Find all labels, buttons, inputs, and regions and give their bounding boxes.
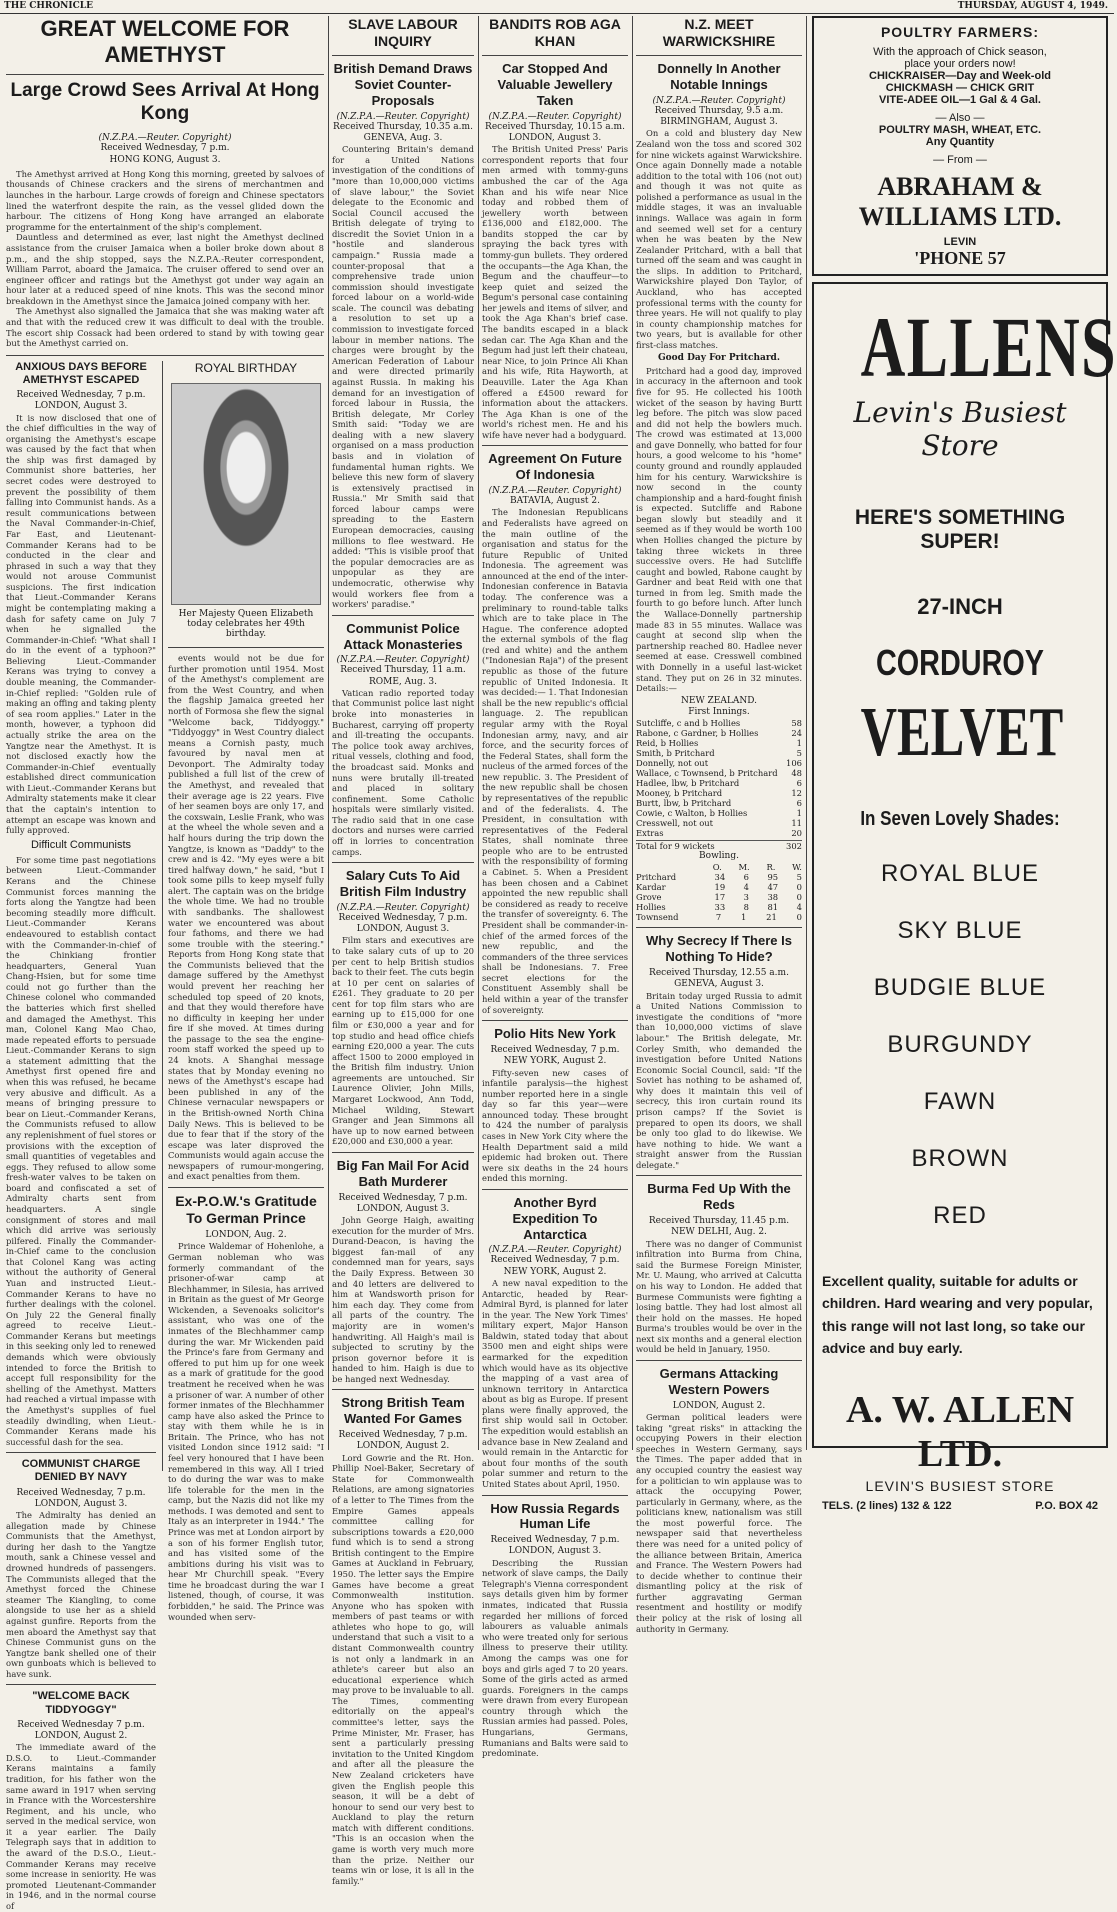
russia-body	[482, 1558, 628, 1759]
bowling-row	[636, 872, 802, 882]
anxious-subhead: Difficult Communists	[30, 838, 132, 851]
bowling-cell-r: 95	[767, 872, 779, 883]
birthday-headline: ROYAL BIRTHDAY	[194, 360, 298, 375]
batsman-runs: 20	[791, 828, 802, 839]
slave-subhead: British Demand Draws Soviet Counter-Proposals	[333, 61, 473, 108]
games-p1: Lord Gowrie and the Rt. Hon. Phillip Noel-Baker, Secretary of State for Commonwealth Relations, are among signatories of a letter to The Times from the Empire Games appeals committee calling for subscriptions towards a £20,000 fund which is to send a strong British contingent to the Empire Games at Auckland in February, 1950. The letter says the Empire Games have become a great Commonwealth institution. Anyone who has spoken with members of past teams or with athletes who hope to go, will understand that such a visit to a distant Commonwealth country is not only a landmark in an athlete's career but also an educational experience which may prove to be invaluable to all. The Times, commenting editorially on the appeal's committee's letter, says the Prime Minister, Mr. Fraser, has sent a particularly pressing invitation to the United Kingdom and after all the pleasure the New Zealand cricketers have given the English people this season, it will be a debt of honour to send our very best to Auckland to play the return match with different conditions. "This is an occasion when the game is worth very much more than the prize. Neither our teams win or lose, it is all in the family."	[332, 1452, 474, 1886]
allens-firm: A. W. ALLEN LTD.	[845, 1388, 1075, 1475]
bowling-cell-o: 17	[714, 892, 726, 903]
shade-item: SKY BLUE	[897, 917, 1023, 944]
queen-portrait	[171, 383, 321, 605]
bowling-head-cell: O.	[712, 862, 722, 873]
bowling-cell-name: Townsend	[636, 912, 679, 923]
batting-row	[636, 778, 802, 788]
burma-p1: There was no danger of Communist infiltration into Burma from China, said the Burmese Foreign Minister, Mr. U. Maung, who arrived at Calcutta on his way to London. He added that Burmese Communists were fighting a losing battle. They had lost almost all their hold on the masses. He hoped Burma's troubles would be over in the next six months and a general election would be held in January, 1950.	[636, 1238, 802, 1355]
shade-item: BURGUNDY	[887, 1031, 1033, 1058]
batting-row	[636, 738, 802, 748]
bowling-cell-m: 8	[743, 902, 749, 913]
bowling-row	[636, 912, 802, 922]
fanmail-body	[332, 1215, 474, 1384]
poultry-line2: place your orders now!	[904, 58, 1016, 70]
polio-headline: Polio Hits New York	[494, 1026, 616, 1042]
slave-received: Received Thursday, 10.35 a.m.	[333, 121, 473, 132]
agakhan-body	[482, 144, 628, 440]
cricket-subhead: Donnelly In Another Notable Innings	[657, 61, 781, 93]
indonesia-p1: The Indonesian Republicans and Federalists have agreed on the main outline of the organisation and status for the future Republic of United Indonesia. The agreement was announced at the end of the inter-Indonesian conference in Batavia today. The conference was a preliminary to round-table talks which are to take place in The Hague. The conference adopted the external symbols of the flag (red and white) and the anthem ("Indonesian Raja") of the present republic as those of the future republic of United Indonesia. It was decided:— 1. That Indonesian shall be the new republic's official language. 2. The republican regular army with the Royal Indonesian army, navy, and air force, and the security forces of the Federal States, shall form the nucleus of the armed forces of the new republic. 3. The President of the new republic shall be chosen by representatives of the republic and of the federalists. 4. The President, in consultation with representatives of the Federal States, shall nominate three people who are to be entrusted with the responsibility of forming a Cabinet. 5. When a President has been chosen and a Cabinet appointed the new republic shall be considered as ready to receive the transfer of sovereignty. 6. The President shall be commander-in-chief of the armed forces of the new republic, and the commanders of the three services shall be Indonesians. 7. Free secret elections for the Constituent Assembly shall be held within a year of the transfer of sovereignty.	[482, 507, 628, 1015]
batsman-runs: 106	[786, 758, 802, 769]
column-amethyst	[6, 16, 324, 1911]
russia-p1: Describing the Russian network of slave camps, the Daily Telegraph's Vienna correspondent says details given him by former inmates, indicated that Russia regarded her millions of forced labourers as valuable animals who were treated only for serious illness to preserve their utility. Among the camps was one for boys and girls aged 7 to 20 years. Some of the girls acted as armed guards. Foreigners in the camps were drawn from every European country through which the Russian armies had passed. Poles, Hungarians, Germans, Rumanians and Balts were said to predominate.	[482, 1557, 628, 1759]
batsman-runs: 5	[796, 748, 802, 759]
games-body	[332, 1453, 474, 1887]
column-aga-khan	[482, 16, 628, 1759]
anxious-dateline: LONDON, August 3.	[34, 401, 128, 412]
charge-received: Received Wednesday, 7 p.m.	[16, 1487, 146, 1498]
masthead	[0, 0, 1114, 14]
bowling-scorecard	[636, 862, 802, 922]
indonesia-credit: (N.Z.P.A.—Reuter. Copyright)	[488, 486, 622, 497]
charge-body	[6, 1510, 156, 1679]
agakhan-credit: (N.Z.P.A.—Reuter. Copyright)	[488, 111, 622, 122]
poultry-line6: POULTRY MASH, WHEAT, ETC.	[878, 124, 1042, 136]
indonesia-dateline: BATAVIA, August 2.	[510, 496, 600, 507]
allens-size: 27-INCH	[917, 594, 1003, 619]
film-p1: Film stars and executives are to take salary cuts of up to 20 per cent to help British studios back to their feet. The cuts begin at 10 per cent on salaries of £261. They graduate to 20 per cent for top film stars who are earning up to £15,000 for one film or £30,000 a year and for top studio and head office chiefs earning £20,000 a year. The cuts affect 1500 to 2000 employed in the British film industry. Union agreements are untouched. Sir Laurence Olivier, John Mills, Margaret Lockwood, Ann Todd, Michael Wilding, Stewart Granger and Jean Simmons all have up to now earned between £20,000 and £30,000 a year.	[332, 935, 474, 1147]
anxious-received: Received Wednesday, 7 p.m.	[16, 390, 146, 401]
batsman-name: Mooney, b Pritchard	[636, 788, 723, 799]
poultry-line7: Any Quantity	[925, 136, 995, 148]
slave-p1: Countering Britain's demand for a United Nations investigation of the conditions of "more than 10,000,000 victims of slave labour," the Soviet delegate to the Economic and Social Council accused the British delegate of trying to discredit the Soviet Union in a "hostile and slanderous campaign." Russia made a counter-proposal that a comprehensive trade union commission should investigate forced labour on a world-wide scale. The council was debating a resolution to set up a commission to investigate forced labour in member nations. The charges were brought by the American Federation of Labour and were directed primarily against Russia. In making his demand for an investigation of forced labour in Russia, the British delegate, Mr Corley Smith said: "Today we are dealing with a new slavery organised on a mass production basis and in violation of fundamental human rights. We believe this new form of slavery is extensively practised in Russia." Mr Smith said that forced labour camps were spreading to the Eastern European democracies, causing millions to flee westward. He added: "This is visible proof that the popular democracies are as unpopular as they are undemocratic, otherwise why would workers flee from a workers' paradise."	[332, 144, 474, 610]
bowling-cell-m: 6	[743, 872, 749, 883]
batsman-name: Burtt, lbw, b Pritchard	[636, 798, 732, 809]
police-dateline: ROME, Aug. 3.	[368, 676, 438, 687]
poultry-line5: VITE-ADEE OIL—1 Gal & 4 Gal.	[879, 94, 1041, 106]
column-slave-labour	[332, 16, 474, 1886]
bowling-row	[636, 882, 802, 892]
byrd-dateline: NEW YORK, August 2.	[503, 1266, 607, 1277]
poultry-line1: With the approach of Chick season,	[873, 46, 1047, 58]
bowling-cell-o: 34	[714, 872, 726, 883]
agakhan-received: Received Thursday, 10.15 a.m.	[485, 121, 625, 132]
tiddyoggy-p1: events would not be due for further promotion until 1954. Most of the Amethyst's complement are from the West Country, and when the flagship Jamaica greeted her north of Formosa she flew the signal "Welcome back, Tiddyoggy." "Tiddyoggy" in West Country dialect means a Cornish pasty, much favoured by naval men at Devonport. The Admiralty today published a full list of the crew of the Amethyst, and revealed that their average age is 22 years. Five of her seamen boys are only 17, and the coxswain, Leslie Frank, who was at the wheel the whole seven and a half hours during the trip down the Yangtze, is known as "Daddy" to the crew and is 42. "My eyes were a bit tired halfway down," he said, "but I took some pills to keep myself fully alert. The captain was on the bridge the whole time. We had no trouble with sandbanks. The shallowest water we encountered was about four fathoms, and there we had some trouble with the steering." Reports from Hong Kong state that the Communists believed that the damage suffered by the Amethyst would prevent her reaching her scheduled top speed of 20 knots, and that they would therefore have no difficulty in keeping her under fire if she moved. At times during the passage to the sea the engine-room staff worked the speed up to 24 knots. A Shanghai message states that by Monday evening no news of the Amethyst's escape had been published in any of the Chinese vernacular newspapers or in the British-owned North China Daily News. This is believed to be due to fear that if the story of the escape was later disproved the Communists would again accuse the newspapers of rumour-mongering, and exact penalties from them.	[168, 653, 324, 1182]
amethyst-p3: The Amethyst also signalled the Jamaica that she was making water aft and that with the reduced crew it was difficult to deal with the trouble. The escort ship Cossack had been ordered to stand by with towing gear but the Amethyst carried on.	[6, 306, 324, 349]
bowling-cell-name: Grove	[636, 892, 662, 903]
cricket-credit: (N.Z.P.A.—Reuter. Copyright)	[652, 95, 786, 106]
bowling-cell-name: Pritchard	[636, 872, 677, 883]
batting-row	[636, 808, 802, 818]
batsman-name: Reid, b Hollies	[636, 738, 699, 749]
welcome-headline: "WELCOME BACK TIDDYOGGY"	[32, 1690, 130, 1716]
polio-received: Received Wednesday, 7 p.m.	[490, 1045, 620, 1055]
slave-body	[332, 144, 474, 609]
amethyst-body	[6, 169, 324, 349]
cricket-p2: Pritchard had a good day, improved in accuracy in the afternoon and took five for 95. He collected his 100th wicket of the season by having Burtt leg before. The pitch was slow paced and did not help the bowlers much. The crowd was estimated at 13,000 and gave Donnelly, who batted for four hours, a good welcome to his "home" county ground and roundly applauded him for his century. Warwickshire is now second in the county championship and a hard-fought finish is expected. Sutcliffe and Rabone began slowly but steadily and it seemed as if they would be worth 100 when Hollies changed the picture by taking three wickets in three successive overs. He had Sutcliffe caught and bowled, Rabone caught by Gardner and beat Reid with one that turned in from leg. Smith made the fourth to go before lunch. After lunch the Wallace-Donnelly partnership made 83 in 55 minutes. Wallace was caught at second slip when the partnership reached 80. Hadlee never seemed at ease. Cresswell combined with Donnelly in a useful last-wicket stand. They put on 26 in 32 minutes. Details:—	[636, 365, 802, 694]
bowling-cell-r: 47	[767, 882, 779, 893]
anxious-headline: ANXIOUS DAYS BEFORE AMETHYST ESCAPED	[15, 360, 147, 386]
burma-body	[636, 1239, 802, 1355]
agakhan-subhead: Car Stopped And Valuable Jewellery Taken	[497, 61, 613, 108]
bowling-row	[636, 892, 802, 902]
allens-slogan: Levin's Busiest Store	[853, 396, 1067, 462]
germans-p1: German political leaders were taking "great risks" in attacking the occupying Powers in their election speeches in Western Germany, says the Times. The paper added that in any occupied country the easiest way for a politician to win applause was to attack the occupying Power, particularly in Germany, where, as the politicians knew, nationalism was still the most powerful force. The newspaper said that nevertheless there was need for a united policy of the alliance between Britain, America and France. The Western Powers had to decide whether to continue their dismantling policy at the risk of further aggravating German resentment and hostility or modify their policy at the risk of losing all authority in Germany.	[636, 1412, 802, 1634]
allens-super: HERE'S SOMETHING SUPER!	[854, 506, 1066, 553]
poultry-phone: 'PHONE 57	[914, 248, 1006, 268]
subcolumn-left	[6, 360, 156, 1911]
police-received: Received Thursday, 11 a.m.	[340, 665, 466, 676]
batsman-name: Smith, b Pritchard	[636, 748, 715, 759]
germans-dateline: LONDON, August 2.	[672, 1400, 766, 1411]
bowling-cell-r: 38	[767, 892, 779, 903]
indonesia-body	[482, 507, 628, 1015]
police-p1: Vatican radio reported today that Communist police last night broke into monasteries in Bucharest, carrying off property and ill-treating the occupants. The police took away archives, ritual vessels, clothing and food, the broadcast said. Monks and nuns were brutally ill-treated and placed in solitary confinement. Some Catholic hospitals were similarly visited. The radio said that in one case doctors and nurses were carried off in lorries to concentration camps.	[332, 687, 474, 857]
poultry-from: — From —	[933, 154, 987, 166]
film-received: Received Wednesday, 7 p.m.	[338, 912, 468, 923]
amethyst-p1: The Amethyst arrived at Hong Kong this morning, greeted by salvoes of thousands of Chinese crackers and the sirens of merchantmen and launches in the harbour. Large crowds of foreign and Chinese spectators lined the waterfront despite the rain, as the vessel glided down the harbour. The citizens of Hong Kong have arranged an elaborate programme for the entertainment of the ship's complement.	[6, 168, 324, 232]
cricket-team: NEW ZEALAND.	[681, 695, 757, 706]
bowling-title: Bowling.	[699, 851, 739, 862]
total-label: Total for 9 wickets	[636, 841, 715, 852]
poultry-advert	[812, 16, 1108, 276]
agakhan-p1: The British United Press' Paris correspondent reports that four men armed with tommy-guns ambushed the car of the Aga Khan and his wife near Nice today and robbed them of jewellery worth between £136,000 and £182,000. The bandits stopped the car by spraying the back tyres with tommy-gun bullets. They ordered the occupants—the Aga Khan, the Begum and the chauffeur—to keep quiet and seized the Begum's personal case containing her jewels and items of silver, and took the Aga Khan's brief case. The bandits escaped in a black sedan car. The Aga Khan and the Begum had just left their chateau, near Nice, to join Prince Ali Khan and his wife, Rita Hayworth, at Deauville. Later the Aga Khan offered a £4500 reward for information about the attackers. The Aga Khan is one of the world's richest men. He and his wife have never had a bodyguard.	[482, 144, 628, 440]
pow-p1: Prince Waldemar of Hohenlohe, a German nobleman who was formerly commandant of the prisoner-of-war camp at Blechhammer, in Silesia, has arrived in Britain as the guest of Mr George Wickenden, a Sevenoaks solicitor's assistant, who was one of the inmates of the Blechhammer camp during the war. Mr Wickenden paid the Prince's fare from Germany and offered to put him up for one week as a mark of gratitude for the good treatment he received when he was a prisoner of war. A number of other former inmates of the Blechhammer camp have also asked the Prince to stay with them while he is in Britain. The Prince, who has not visited London since 1912 said: "I feel very honoured that I have been remembered in this way. All I tried to do during the war was to make life tolerable for the men in the camp, but the Nazis did not like my methods. I was demoted and sent to Italy as an interpreter in 1944." The Prince was met at London airport by a son of his former English tutor, and has visited some of the ambitions during his visit was to hear Mr Churchill speak. "Every time he broadcast during the war I listened, though, of course, it was forbidden," he said. The Prince was wounded when serv-	[168, 1241, 324, 1622]
poultry-town: LEVIN	[943, 236, 977, 248]
subcolumn-right	[162, 360, 324, 1622]
secrecy-p1: Britain today urged Russia to admit a United Nations Commission to investigate the conditions of "more than 10,000,000 victims of slave labour." The British delegate, Mr. Corley Smith, who demanded the investigation before United Nations Economic Social Council, said: "If the Soviet has nothing to be ashamed of, why does it maintain this veil of secrecy, this iron curtain round its prison camps? If the Soviet is prepared to open its doors, we shall be only too glad to do likewise. We have nothing to hide. We want a straight answer from the Russian delegate."	[636, 990, 802, 1170]
film-body	[332, 935, 474, 1147]
paper-name: THE CHRONICLE	[4, 1, 93, 11]
shade-item: RED	[933, 1202, 987, 1229]
charge-headline: COMMUNIST CHARGE DENIED BY NAVY	[21, 1458, 141, 1484]
amethyst-credit: (N.Z.P.A.—Reuter. Copyright)	[98, 133, 232, 144]
birthday-caption: Her Majesty Queen Elizabeth today celebrates her 49th birthday.	[178, 609, 314, 640]
polio-dateline: NEW YORK, August 2.	[503, 1056, 607, 1067]
poultry-line3: CHICKRAISER—Day and Week-old	[869, 70, 1051, 82]
batting-scorecard	[636, 718, 802, 838]
total-runs: 302	[786, 841, 802, 852]
anxious-p2: For some time past negotiations between Lieut.-Commander Kerans and the Chinese Communist forces manning the forts along the Yangtze had been becoming steadily more difficult. Lieut.-Commander Kerans endeavoured to establish contact with the Commander-in-chief of the Chinkiang frontier headquarters, General Yuan Chang-Hsien, but for some time could not go further than the Chinese colonel who commanded the batteries which first shelled and damaged the Amethyst. This man, Colonel Kang Mao Chao, made repeated efforts to persuade Lieut.-Commander Kerans to sign a statement admitting that the Amethyst first opened fire and when this was refused, he became very abusive and difficult. As a means of bringing pressure to bear on Lieut.-Commander Kerans, the Communists refused to allow any replenishment of fuel stores or provisions with the exception of small quantities of vegetables and eggs. They refused to allow some fresh-water valves to be taken on board and confiscated a set of Admiralty charts sent from headquarters. A single consignment of stores and mail which did arrive was seriously pilfered. Finally the Commander-in-Chief came to the conclusion that Colonel Kang was acting without the authority of General Yuan and instructed Lieut.-Commander Kerans to have no further dealings with the colonel. On July 22 the General finally agreed to receive Lieut.-Commander Kerans but meetings in this seeking only led to renewed demands which were obviously intended to force the British to accept full responsibility for the shelling of the Amethyst. Matters had reached a virtual impasse with the Amethyst's supplies of fuel steadily dwindling, when Lieut.-Commander Kerans made his successful dash for the sea.	[6, 854, 156, 1447]
games-dateline: LONDON, August 2.	[356, 1441, 450, 1452]
bowling-cell-o: 19	[714, 882, 726, 893]
police-credit: (N.Z.P.A.—Reuter. Copyright)	[336, 655, 470, 666]
cricket-subhead2: Good Day For Pritchard.	[657, 352, 780, 363]
agakhan-headline: BANDITS ROB AGA KHAN	[489, 16, 621, 50]
allens-shades-title: In Seven Lovely Shades:	[860, 808, 1060, 830]
secrecy-body	[636, 991, 802, 1171]
batsman-runs: 1	[796, 738, 802, 749]
cricket-p1: On a cold and blustery day New Zealand won the toss and scored 302 for nine wickets against Warwickshire. Once again Donnelly made a notable addition to the total with 106 (not out) and though it was not quite as polished a performance as usual in the middle stages, it was an invaluable innings. Wallace was again in form and seemed well set for a century when he was beaten by the New Zealander Pritchard, with a ball that turned off the seam and was caught in the slips. In addition to Pritchard, Warwickshire played Don Taylor, of Auckland, who has accepted professional terms with the county for three years. He will not qualify to play in county championship matches for two years, but is available for other first-class matches.	[636, 128, 802, 350]
batting-row	[636, 768, 802, 778]
batsman-runs: 24	[791, 728, 802, 739]
bowling-cell-name: Hollies	[636, 902, 666, 913]
batsman-name: Hadlee, lbw, b Pritchard	[636, 778, 740, 789]
batting-row	[636, 828, 802, 838]
anxious-body2	[6, 855, 156, 1447]
poultry-also: — Also —	[935, 112, 985, 124]
russia-headline: How Russia Regards Human Life	[490, 1500, 620, 1532]
batsman-name: Rabone, c Gardner, b Hollies	[636, 728, 759, 739]
issue-date: THURSDAY, AUGUST 4, 1949.	[957, 1, 1108, 11]
fanmail-received: Received Wednesday, 7 p.m.	[338, 1192, 468, 1203]
slave-credit: (N.Z.P.A.—Reuter. Copyright)	[336, 111, 470, 122]
welcome-p1: The immediate award of the D.S.O. to Lieut.-Commander Kerans maintains a family tradition, for his father won the same award in 1917 when serving in France with the Worcestershire Regiment, and his uncle, who served in the medical service, won it a year earlier. The Daily Telegraph says that in addition to the award of the D.S.O., Lieut.-Commander Kerans may receive some increase in seniority. He was promoted Lieutenant-Commander in 1946, and in the normal course of	[6, 1742, 156, 1911]
police-headline: Communist Police Attack Monasteries	[343, 620, 463, 652]
pow-headline: Ex-P.O.W.'s Gratitude To German Prince	[175, 1193, 317, 1227]
byrd-body	[482, 1278, 628, 1490]
bowling-cell-w: 0	[796, 892, 802, 903]
batsman-name: Sutcliffe, c and b Hollies	[636, 718, 741, 729]
column-rule	[806, 16, 807, 1450]
secrecy-dateline: GENEVA, August 3.	[674, 979, 764, 990]
bowling-cell-w: 5	[796, 872, 802, 883]
pow-body	[168, 1241, 324, 1622]
byrd-p1: A new naval expedition to the Antarctic, headed by Rear-Admiral Byrd, is planned for later in the year. The New York Times' military expert, Major Hanson Baldwin, stated today that about 3500 men and eight ships were earmarked for the expedition which would have as its objective the mapping of a vast area of unknown territory in Antarctica about as big as Europe. If present plans were finally approved, the first ship would sail in October. The expedition would establish an advance base in New Zealand and would remain in the Antarctic for about four months of the south polar summer and return to the United States about April, 1950.	[482, 1277, 628, 1489]
amethyst-dateline: HONG KONG, August 3.	[109, 154, 221, 165]
batsman-runs: 6	[796, 778, 802, 789]
amethyst-received: Received Wednesday, 7 p.m.	[100, 143, 230, 154]
fanmail-p1: John George Haigh, awaiting execution for the murder of Mrs. Durand-Deacon, is having the biggest fan-mail of any condemned man for years, says the Daily Express. Between 30 and 40 letters are delivered to him at Wandsworth prison for him each day. They come from all parts of the country. The majority are in women's handwriting. All Haigh's mail is subjected to scrutiny by the prison governor before it is handed to him. Haigh is due to be hanged next Wednesday.	[332, 1215, 474, 1384]
shade-item: BUDGIE BLUE	[873, 974, 1047, 1001]
poultry-title: POULTRY FARMERS:	[880, 24, 1040, 40]
batsman-name: Wallace, c Townsend, b Pritchard	[636, 768, 778, 779]
batsman-runs: 11	[791, 818, 802, 829]
bowling-cell-w: 0	[796, 882, 802, 893]
batsman-name: Cresswell, not out	[636, 818, 714, 829]
secrecy-received: Received Thursday, 12.55 a.m.	[649, 968, 789, 979]
column-rule	[478, 16, 479, 1450]
welcome-body	[6, 1742, 156, 1911]
bowling-cell-m: 4	[743, 882, 749, 893]
allens-busiest: LEVIN'S BUSIEST STORE	[865, 1477, 1055, 1494]
batting-total	[636, 840, 802, 851]
column-cricket	[636, 16, 802, 1634]
tiddyoggy-continued	[168, 653, 324, 1182]
amethyst-headline: GREAT WELCOME FOR AMETHYST	[40, 16, 290, 68]
bowling-cell-w: 4	[796, 902, 802, 913]
batsman-runs: 48	[791, 768, 802, 779]
charge-dateline: LONDON, August 3.	[34, 1498, 128, 1509]
batting-row	[636, 718, 802, 728]
column-rule	[632, 16, 633, 1450]
bowling-header	[636, 862, 802, 872]
welcome-received: Received Wednesday 7 p.m.	[17, 1719, 145, 1730]
column-rule	[328, 16, 329, 1450]
slave-headline: SLAVE LABOUR INQUIRY	[348, 16, 458, 50]
bowling-cell-w: 0	[796, 912, 802, 923]
byrd-received: Received Wednesday, 7 p.m.	[490, 1255, 620, 1266]
allens-advert	[812, 282, 1117, 1512]
cricket-body	[636, 128, 802, 350]
games-received: Received Wednesday, 7 p.m.	[338, 1430, 468, 1441]
russia-dateline: LONDON, August 3.	[508, 1546, 602, 1557]
allens-box: P.O. BOX 42	[1035, 1499, 1098, 1512]
cricket-dateline: BIRMINGHAM, August 3.	[660, 117, 778, 128]
bowling-cell-m: 3	[743, 892, 749, 903]
allens-name: ALLENS	[860, 299, 1117, 395]
bowling-cell-r: 21	[766, 912, 777, 923]
bowling-cell-o: 7	[715, 912, 722, 923]
film-credit: (N.Z.P.A.—Reuter. Copyright)	[336, 902, 470, 913]
batsman-runs: 6	[796, 798, 802, 809]
film-headline: Salary Cuts To Aid British Film Industry	[339, 868, 467, 899]
batsman-runs: 58	[791, 718, 802, 729]
bowling-head-cell: M.	[738, 862, 750, 873]
batsman-name: Extras	[636, 828, 664, 839]
bowling-head-cell: W.	[792, 862, 802, 873]
amethyst-subhead: Large Crowd Sees Arrival At Hong Kong	[10, 79, 320, 124]
burma-received: Received Thursday, 11.45 p.m.	[648, 1216, 790, 1227]
russia-received: Received Wednesday, 7 p.m.	[490, 1535, 620, 1546]
batting-row	[636, 798, 802, 808]
poultry-line4: CHICKMASH — CHICK GRIT	[885, 82, 1035, 94]
batting-row	[636, 818, 802, 828]
allens-fabric2: VELVET	[860, 694, 1064, 771]
allens-fabric1: CORDUROY	[875, 642, 1044, 683]
bowling-head-cell: R.	[766, 862, 776, 873]
fanmail-headline: Big Fan Mail For Acid Bath Murderer	[336, 1157, 470, 1189]
batting-row	[636, 728, 802, 738]
cricket-innings: First Innings.	[688, 706, 750, 717]
bowling-cell-m: 1	[740, 912, 747, 923]
byrd-headline: Another Byrd Expedition To Antarctica	[512, 1194, 598, 1242]
allens-tels: TELS. (2 lines) 132 & 122	[822, 1499, 952, 1512]
indonesia-headline: Agreement On Future Of Indonesia	[488, 451, 622, 483]
pow-dateline: LONDON, Aug. 2.	[205, 1230, 287, 1241]
poultry-firm: ABRAHAM & WILLIAMS LTD.	[858, 172, 1062, 231]
batsman-runs: 1	[796, 808, 802, 819]
agakhan-dateline: LONDON, August 3.	[508, 132, 602, 143]
polio-p1: Fifty-seven new cases of infantile paralysis—the highest number reported here in a single day so far this year—were announced today. These brought to 424 the number of paralysis cases in New York City where the Health Department said a mild epidemic had broken out. There were six deaths in the 24 hours ended this morning.	[482, 1067, 628, 1184]
byrd-credit: (N.Z.P.A.—Reuter. Copyright)	[488, 1245, 622, 1256]
batsman-runs: 12	[791, 788, 802, 799]
batsman-name: Cowie, c Walton, b Hollies	[636, 808, 748, 819]
welcome-dateline: LONDON, August 2.	[34, 1731, 128, 1742]
cricket-received: Received Thursday, 9.5 a.m.	[654, 105, 784, 116]
police-body	[332, 688, 474, 857]
germans-body	[636, 1412, 802, 1634]
shade-list	[822, 860, 1098, 1230]
slave-dateline: GENEVA, Aug. 3.	[363, 132, 443, 143]
cricket-headline: N.Z. MEET WARWICKSHIRE	[662, 16, 776, 50]
bowling-row	[636, 902, 802, 912]
burma-dateline: NEW DELHI, Aug. 2.	[671, 1227, 767, 1238]
batting-row	[636, 788, 802, 798]
anxious-p1: It is now disclosed that one of the chief difficulties in the way of organising the Amethyst's escape was caused by the fact that when the ship was first damaged by Communist shore batteries, her secret codes were destroyed to prevent the possibility of them falling into Communist hands. As a result communications between the Naval Commander-in-Chief, Far East, and Lieutenant-Commander Kerans had to be conducted in the clear and phrased in such a way that they would not arouse Communist suspicions. The first indication that Lieut.-Commander Kerans might be contemplating making a dash for safety came on July 7 when he signalled the Commander-in-Chief: "What shall I do in the event of a typhoon?" Believing Lieut.-Commander Kerans was trying to convey a double meaning, the Commander-in-Chief replied: "Golden rule of making an offing and taking plenty of sea room applies." Later in the month, however, a typhoon did actually strike the area on the Yangtze near the Amethyst. It is not disclosed exactly how the Commander-in-Chief eventually established direct communication with Lieut.-Commander Kerans but Admiralty statements make it clear that the captain's intention to attempt an escape was known and fully approved.	[6, 412, 156, 836]
secrecy-headline: Why Secrecy If There Is Nothing To Hide?	[646, 933, 792, 965]
allens-description: Excellent quality, suitable for adults or children. Hard wearing and very popular, this range will not last long, so take our advice and buy early.	[822, 1273, 1093, 1357]
polio-body	[482, 1068, 628, 1184]
amethyst-p2: Dauntless and determined as ever, last night the Amethyst declined assistance from the cruiser Jamaica when a boiler broke down about 8 p.m., and the ship stopped, says the N.Z.P.A.-Reuter correspondent, William Parrot, aboard the Jamaica. The cruiser offered to send over an engineer officer and ratings but the Amethyst got under way again an hour later at a reduced speed of nine knots. This was the second minor breakdown in the Amethyst since the Jamaica joined company with her.	[6, 232, 324, 306]
cricket-body2	[636, 366, 802, 694]
fanmail-dateline: LONDON, August 3.	[356, 1203, 450, 1214]
anxious-body	[6, 413, 156, 836]
bowling-cell-o: 33	[714, 902, 726, 913]
bowling-cell-name: Kardar	[636, 882, 666, 893]
shade-item: FAWN	[923, 1088, 997, 1115]
germans-headline: Germans Attacking Western Powers	[659, 1366, 779, 1397]
allens-contact	[822, 1500, 1098, 1512]
batting-row	[636, 758, 802, 768]
shade-item: BROWN	[911, 1145, 1009, 1172]
batting-row	[636, 748, 802, 758]
batsman-name: Donnelly, not out	[636, 758, 709, 769]
games-headline: Strong British Team Wanted For Games	[341, 1395, 465, 1427]
burma-headline: Burma Fed Up With the Reds	[647, 1181, 791, 1213]
shade-item: ROYAL BLUE	[880, 860, 1040, 887]
film-dateline: LONDON, August 3.	[356, 924, 450, 935]
charge-p1: The Admiralty has denied an allegation made by Chinese Communists that the Amethyst, during her dash to the Yangtze mouth, sank a Chinese vessel and drowned hundreds of passengers. The Communists alleged that the Amethyst forced the Chinese steamer The Kiangling, to come alongside to use her as a shield against gunfire. Reports from the men aboard the Amethyst say that Chinese Communist guns on the Yangtze bank shelled one of their own gunboats which is believed to have sunk.	[6, 1510, 156, 1679]
bowling-cell-r: 81	[767, 902, 779, 913]
